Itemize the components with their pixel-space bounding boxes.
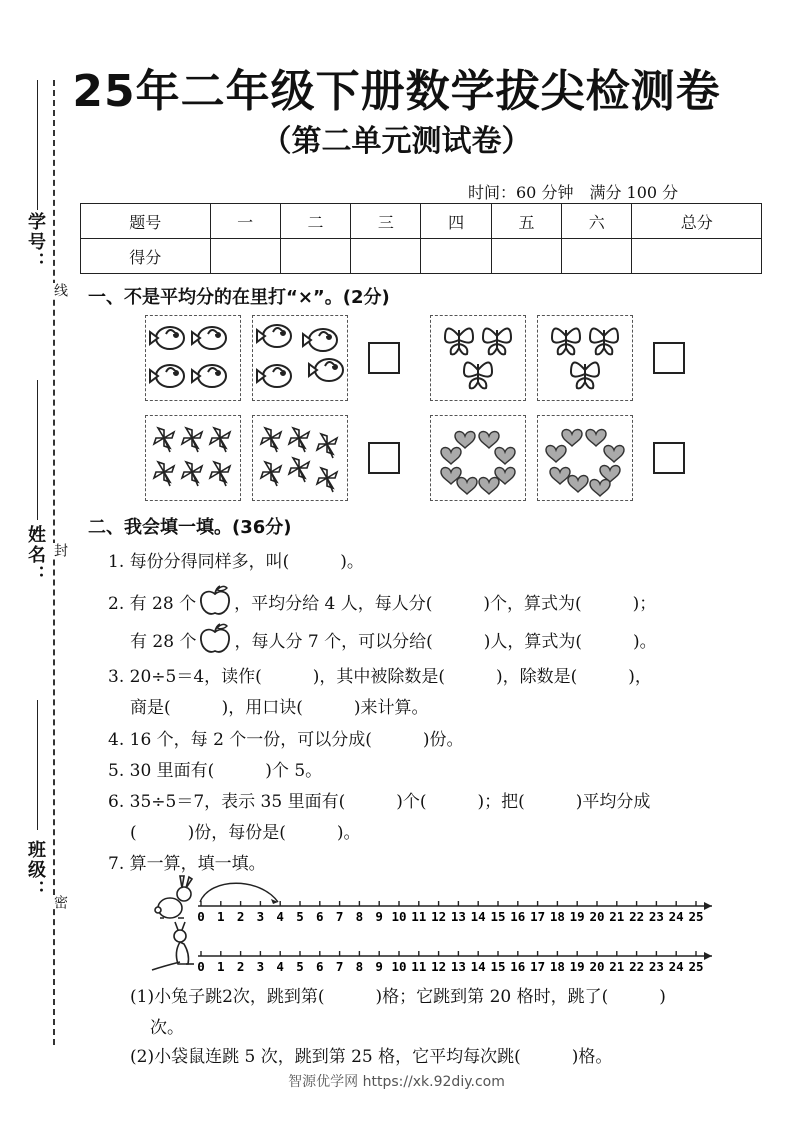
- score-blank[interactable]: [632, 239, 762, 274]
- butterfly-box-right: [537, 315, 633, 401]
- section1-heading: 一、不是平均分的在里打“×”。(2分): [88, 287, 390, 308]
- number-line-label: 8: [355, 959, 364, 974]
- score-blank[interactable]: [421, 239, 491, 274]
- question-2b: [130, 622, 657, 656]
- heart-box-right: [537, 415, 633, 501]
- name-line: [37, 380, 38, 520]
- checkbox-hearts[interactable]: [653, 442, 685, 474]
- number-line-bottom-arrow: [704, 952, 712, 960]
- score-cell: 一: [210, 204, 280, 239]
- number-line-label: 1: [217, 959, 225, 974]
- number-line-label: 24: [668, 909, 684, 924]
- number-line-label: 12: [431, 909, 447, 924]
- bird-box-left: [145, 315, 241, 401]
- question-4: 4. 16 个，每 2 个一份，可以分成( )份。: [108, 730, 464, 750]
- score-cell: 二: [280, 204, 350, 239]
- checkbox-butterflies[interactable]: [653, 342, 685, 374]
- number-line-label: 7: [335, 909, 344, 924]
- class-label: 班级：: [25, 840, 46, 900]
- number-line-label: 0: [197, 959, 205, 974]
- score-cell: 四: [421, 204, 491, 239]
- student-id-label: 学号：: [25, 212, 46, 272]
- question-7-1a: (1)小兔子跳2次，跳到第( )格；它跳到第 20 格时，跳了( ): [130, 987, 666, 1007]
- score-blank[interactable]: [351, 239, 421, 274]
- butterfly-icon: [538, 316, 632, 400]
- number-line-label: 19: [569, 959, 585, 974]
- number-line-label: 7: [335, 959, 344, 974]
- number-line-label: 25: [688, 959, 704, 974]
- number-line-label: 2: [236, 909, 245, 924]
- question-2b-body: ，每人分 7 个，可以分给( )人，算式为( )。: [234, 631, 657, 652]
- question-7-2: (2)小袋鼠连跳 5 次，跳到第 25 格，它平均每次跳( )格。: [130, 1047, 613, 1067]
- number-line-label: 14: [470, 909, 486, 924]
- question-6a: 6. 35÷5＝7，表示 35 里面有( )个( )；把( )平均分成: [108, 792, 651, 812]
- score-cell: 五: [491, 204, 561, 239]
- number-line-label: 9: [375, 909, 383, 924]
- kangaroo-icon: [152, 922, 194, 970]
- rabbit-icon: [155, 876, 192, 918]
- heart-icon: [431, 416, 525, 500]
- question-7: 7. 算一算，填一填。: [108, 854, 266, 874]
- page-subtitle: （第二单元测试卷）: [261, 124, 532, 159]
- score-row-label: 得分: [81, 239, 211, 274]
- number-line-label: 15: [490, 909, 506, 924]
- checkbox-birds[interactable]: [368, 342, 400, 374]
- question-3a: 3. 20÷5＝4，读作( )，其中被除数是( )，除数是( )，: [108, 667, 652, 687]
- number-line-label: 19: [569, 909, 585, 924]
- page-title: 25年二年级下册数学拔尖检测卷: [72, 66, 721, 117]
- number-line-label: 13: [450, 909, 466, 924]
- number-line-label: 17: [530, 909, 546, 924]
- number-line-label: 11: [411, 909, 427, 924]
- number-line-label: 9: [375, 959, 383, 974]
- question-2a-body: ，平均分给 4 人，每人分( )个，算式为( )；: [234, 593, 657, 614]
- cut-line-char-feng: 封: [52, 543, 68, 557]
- number-line-label: 23: [648, 909, 664, 924]
- number-line-label: 5: [296, 909, 304, 924]
- apple-icon: [198, 622, 232, 656]
- number-line-top-arrow: [704, 902, 712, 910]
- question-2a-prefix: 2. 有 28 个: [108, 593, 197, 614]
- question-6b: ( )份，每份是( )。: [130, 823, 361, 843]
- number-line-svg: [150, 872, 720, 977]
- bird-icon: [253, 316, 347, 400]
- score-cell: 总分: [632, 204, 762, 239]
- footer-watermark: 智源优学网 https://xk.92diy.com: [288, 1074, 505, 1090]
- time-info: 时间：60 分钟 满分 100 分: [468, 183, 679, 202]
- number-line-label: 20: [589, 909, 605, 924]
- score-blank[interactable]: [562, 239, 632, 274]
- question-7-1b: 次。: [150, 1018, 184, 1038]
- number-line-label: 18: [549, 959, 565, 974]
- score-blank[interactable]: [491, 239, 561, 274]
- pinwheel-icon: [253, 416, 347, 500]
- number-line-label: 21: [609, 909, 625, 924]
- number-line-label: 22: [629, 909, 645, 924]
- heart-box-left: [430, 415, 526, 501]
- number-line-label: 3: [256, 959, 265, 974]
- number-line-label: 10: [391, 909, 407, 924]
- number-line-label: 5: [296, 959, 304, 974]
- number-line-label: 6: [316, 909, 324, 924]
- butterfly-box-left: [430, 315, 526, 401]
- score-table-header-row: [81, 204, 762, 239]
- number-line-label: 17: [530, 959, 546, 974]
- score-cell: 题号: [81, 204, 211, 239]
- score-cell: 六: [562, 204, 632, 239]
- question-2a: [108, 584, 656, 618]
- number-line-label: 23: [648, 959, 664, 974]
- score-blank[interactable]: [210, 239, 280, 274]
- score-blank[interactable]: [280, 239, 350, 274]
- number-line-label: 16: [510, 959, 526, 974]
- number-line-label: 25: [688, 909, 704, 924]
- cut-line-char-mi: 密: [52, 895, 68, 909]
- number-line-label: 24: [668, 959, 684, 974]
- section2-heading: 二、我会填一填。(36分): [88, 517, 292, 538]
- score-table-score-row: [81, 239, 762, 274]
- number-line-figure: [150, 872, 720, 977]
- question-5: 5. 30 里面有( )个 5。: [108, 761, 323, 781]
- question-2b-prefix: 有 28 个: [130, 631, 197, 652]
- bird-box-right: [252, 315, 348, 401]
- class-line: [37, 700, 38, 830]
- number-line-label: 15: [490, 959, 506, 974]
- number-line-label: 4: [276, 909, 284, 924]
- number-line-label: 0: [197, 909, 205, 924]
- number-line-label: 10: [391, 959, 407, 974]
- pinwheel-icon: [146, 416, 240, 500]
- number-line-label: 4: [276, 959, 284, 974]
- number-line-label: 3: [256, 909, 265, 924]
- bird-icon: [146, 316, 240, 400]
- heart-icon: [538, 416, 632, 500]
- score-table: [80, 203, 762, 274]
- number-line-label: 13: [450, 959, 466, 974]
- number-line-label: 11: [411, 959, 427, 974]
- pinwheel-box-left: [145, 415, 241, 501]
- cut-line-char-xian: 线: [52, 283, 68, 297]
- question-3b: 商是( )，用口诀( )来计算。: [130, 698, 429, 718]
- number-line-label: 14: [470, 959, 486, 974]
- number-line-label: 16: [510, 909, 526, 924]
- number-line-label: 21: [609, 959, 625, 974]
- question-1: 1. 每份分得同样多，叫( )。: [108, 552, 364, 572]
- number-line-label: 18: [549, 909, 565, 924]
- number-line-label: 12: [431, 959, 447, 974]
- apple-icon: [198, 584, 232, 618]
- number-line-label: 8: [355, 909, 364, 924]
- number-line-label: 1: [217, 909, 225, 924]
- pinwheel-box-right: [252, 415, 348, 501]
- checkbox-pinwheels[interactable]: [368, 442, 400, 474]
- butterfly-icon: [431, 316, 525, 400]
- jump-arc: [200, 883, 278, 902]
- score-cell: 三: [351, 204, 421, 239]
- number-line-label: 22: [629, 959, 645, 974]
- name-label: 姓名：: [25, 525, 46, 585]
- number-line-label: 6: [316, 959, 324, 974]
- number-line-label: 20: [589, 959, 605, 974]
- number-line-label: 2: [236, 959, 245, 974]
